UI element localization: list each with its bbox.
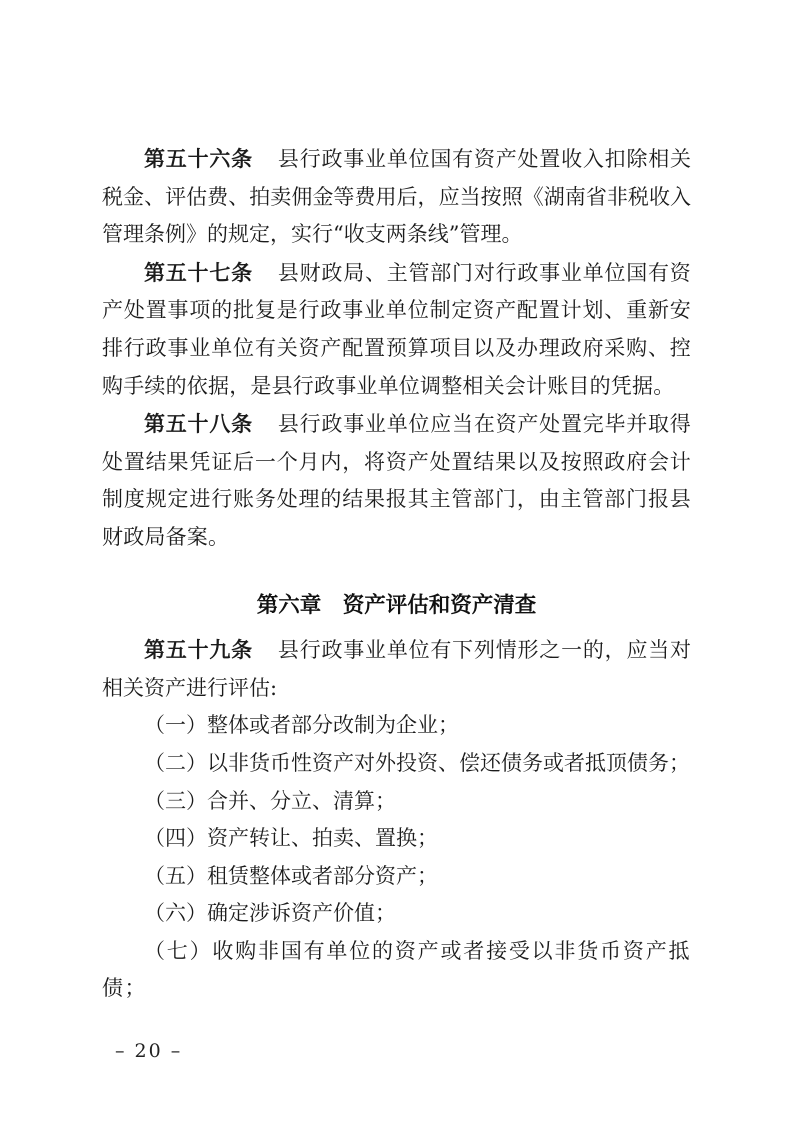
page-number: – 20 – [115,1040,183,1062]
article-57-paragraph [102,254,691,405]
article-56-number: 第五十六条 [144,146,253,171]
list-item-5: （五）租赁整体或者部分资产； [144,863,438,888]
article-57-text: 县财政局、主管部门对行政事业单位国有资产处置事项的批复是行政事业单位制定资产配置计划、重新安排行政事业单位有关资产配置预算项目以及办理政府采购、控购手续的依据，是县行政事业单位调整相关会计账目的凭据。 [102,260,691,398]
list-item-7: （七）收购非国有单位的资产或者接受以非货币资产抵债； [102,938,691,1001]
document-content [102,140,691,1008]
list-item-6: （六）确定涉诉资产价值； [144,901,396,926]
article-59-paragraph [102,631,691,707]
list-item-4: （四）资产转让、拍卖、置换； [144,826,438,851]
article-58-paragraph [102,405,691,556]
article-58-text: 县行政事业单位应当在资产处置完毕并取得处置结果凭证后一个月内，将资产处置结果以及按照政府会计制度规定进行账务处理的结果报其主管部门，由主管部门报县财政局备案。 [102,412,691,549]
article-56-paragraph [102,140,691,254]
article-57-number: 第五十七条 [144,259,253,285]
chapter-6-heading: 第六章 资产评估和资产清查 [256,592,537,618]
article-59-text: 县行政事业单位有下列情形之一的，应当对相关资产进行评估: [102,638,692,700]
list-item-2: （二）以非货币性资产对外投资、偿还债务或者抵顶债务； [144,750,690,775]
article-59-number: 第五十九条 [144,637,253,663]
article-58-number: 第五十八条 [144,411,253,437]
article-56-text: 县行政事业单位国有资产处置收入扣除相关税金、评估费、拍卖佣金等费用后，应当按照《湖南省非税收入管理条例》的规定，实行“收支两条线”管理。 [102,147,692,247]
list-item-1: （一）整体或者部分改制为企业； [144,713,459,738]
list-item-3: （三）合并、分立、清算； [144,788,396,813]
